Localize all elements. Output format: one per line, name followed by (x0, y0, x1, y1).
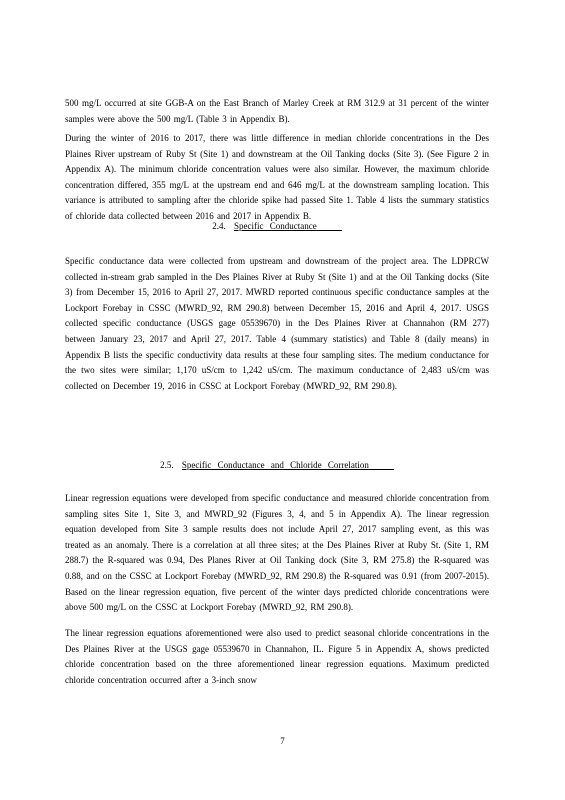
section-title: Specific Conductance (234, 221, 317, 231)
section-title: Specific Conductance and Chloride Correlation (181, 460, 369, 470)
paragraph-chloride-site-ggb-a: 500 mg/L occurred at site GGB-A on the East Branch of Marley Creek at RM 312.9 at 31 percent of the winter samples were above the 500 mg/L (Table 3 in Appendix B). (65, 98, 489, 124)
section-heading-conductance-chloride-correlation (65, 458, 489, 474)
section-number: 2.4. (212, 221, 226, 231)
paragraph-winter-2016-2017: During the winter of 2016 to 2017, there was little difference in median chloride concentrations in the Des Plaines River upstream of Ruby St (Site 1) and downstream at the Oil Tanking docks (Site 3). (See Figure 2 in Appendix A). The minimum chloride concentration values were also similar. However, the maximum chloride concentration differed, 355 mg/L at the upstream end and 646 mg/L at the downstream sampling location. This variance is attributed to sampling after the chloride spike had passed Site 1. Table 4 lists the summary statistics of chloride data collected between 2016 and 2017 in Appendix B. (65, 133, 489, 221)
section-number: 2.5. (160, 460, 174, 470)
paragraph-linear-regression: Linear regression equations were developed from specific conductance and measured chloride concentration from sampling sites Site 1, Site 3, and MWRD_92 (Figures 3, 4, and 5 in Appendix A). The linear regression equation developed from Site 3 sample results does not include April 27, 2017 sampling event, as this was treated as an anomaly. There is a correlation at all three sites; at the Des Plaines River at Ruby St. (Site 1, RM 288.7) the R-squared was 0.94, Des Planes River at Oil Tanking dock (Site 3, RM 275.8) the R-squared was 0.88, and on the CSSC at Lockport Forebay (MWRD_92, RM 290.8) the R-squared was 0.91 (from 2007-2015). Based on the linear regression equation, five percent of the winter days predicted chloride concentrations were above 500 mg/L on the CSSC at Lockport Forebay (MWRD_92, RM 290.8). (65, 493, 489, 613)
paragraph-specific-conductance: Specific conductance data were collected from upstream and downstream of the project area. The LDPRCW collected in-stream grab sampled in the Des Plaines River at Ruby St (Site 1) and at the Oil Tanking docks (Site 3) from December 15, 2016 to April 27, 2017. MWRD reported continuous specific conductance samples at the Lockport Forebay in CSSC (MWRD_92, RM 290.8) between December 15, 2016 and April 4, 2017. USGS collected specific conductance (USGS gage 05539670) in the Des Plaines River at Channahon (RM 277) between January 23, 2017 and April 27, 2017. Table 4 (summary statistics) and Table 8 (daily means) in Appendix B lists the specific conductivity data results at these four sampling sites. The medium conductance for the two sites were similar; 1,170 uS/cm to 1,242 uS/cm. The maximum conductance of 2,483 uS/cm was collected on December 19, 2016 in CSSC at Lockport Forebay (MWRD_92, RM 290.8). (65, 256, 489, 391)
paragraph-seasonal-prediction: The linear regression equations aforementioned were also used to predict seasonal chloride concentrations in the Des Plaines River at the USGS gage 05539670 in Channahon, IL. Figure 5 in Appendix A, shows predicted chloride concentration based on the three aforementioned linear regression equations. Maximum predicted chloride concentration occurred after a 3-inch snow (65, 628, 489, 685)
page-number: 7 (280, 736, 285, 746)
section-heading-specific-conductance (65, 219, 489, 235)
